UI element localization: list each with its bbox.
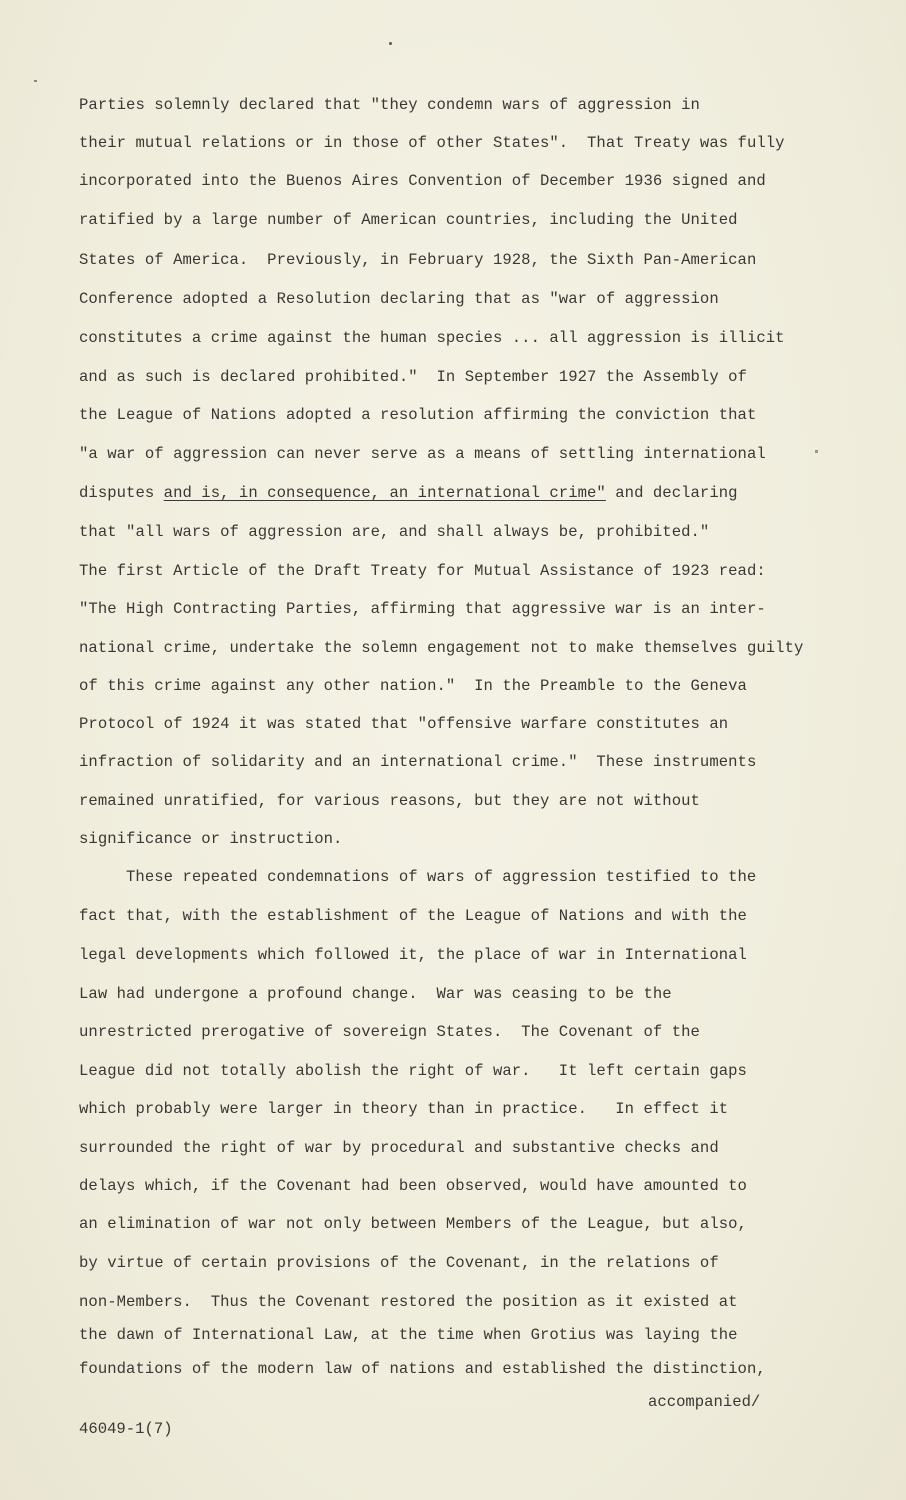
text-line: the League of Nations adopted a resolution affirming the conviction that [79, 406, 757, 424]
text-line: national crime, undertake the solemn engagement not to make themselves guilty [79, 639, 804, 657]
text-line: by virtue of certain provisions of the Covenant, in the relations of [79, 1254, 719, 1272]
text-line: remained unratified, for various reasons, but they are not without [79, 792, 700, 810]
underlined-text: and is, in consequence, an international crime" [163, 484, 606, 502]
text-line: Parties solemnly declared that "they condemn wars of aggression in [79, 96, 700, 114]
text-line: unrestricted prerogative of sovereign States. The Covenant of the [79, 1023, 700, 1041]
text-line: significance or instruction. [79, 830, 343, 848]
text-span: and declaring [605, 484, 738, 502]
catchword: accompanied/ [648, 1393, 761, 1411]
text-line: Conference adopted a Resolution declaring that as "war of aggression [79, 290, 719, 308]
margin-mark [34, 80, 37, 82]
text-line: incorporated into the Buenos Aires Convention of December 1936 signed and [79, 172, 766, 190]
text-line: delays which, if the Covenant had been observed, would have amounted to [79, 1177, 747, 1195]
text-line: The first Article of the Draft Treaty for Mutual Assistance of 1923 read: [79, 562, 766, 580]
text-span: disputes [79, 484, 164, 502]
text-line: which probably were larger in theory than in practice. In effect it [79, 1100, 729, 1118]
text-line: "The High Contracting Parties, affirming that aggressive war is an inter- [79, 600, 766, 618]
text-line: infraction of solidarity and an international crime." These instruments [79, 753, 757, 771]
page-mark-dot [389, 42, 392, 45]
document-number: 46049-1(7) [79, 1420, 173, 1438]
text-line: legal developments which followed it, the place of war in International [79, 946, 747, 964]
text-line: an elimination of war not only between Members of the League, but also, [79, 1215, 747, 1233]
text-line: that "all wars of aggression are, and shall always be, prohibited." [79, 523, 710, 541]
text-line: League did not totally abolish the right of war. It left certain gaps [79, 1062, 747, 1080]
text-line: Law had undergone a profound change. War was ceasing to be the [79, 985, 672, 1003]
text-line: foundations of the modern law of nations and established the distinction, [79, 1360, 766, 1378]
text-line: States of America. Previously, in February 1928, the Sixth Pan-American [79, 251, 757, 269]
text-line: fact that, with the establishment of the League of Nations and with the [79, 907, 747, 925]
text-line: and as such is declared prohibited." In September 1927 the Assembly of [79, 368, 747, 386]
text-line [79, 483, 738, 503]
text-line: surrounded the right of war by procedural and substantive checks and [79, 1139, 719, 1157]
text-line: These repeated condemnations of wars of aggression testified to the [126, 868, 757, 886]
text-line: non-Members. Thus the Covenant restored the position as it existed at [79, 1293, 738, 1311]
margin-mark [815, 450, 818, 453]
text-line: their mutual relations or in those of other States". That Treaty was fully [79, 134, 785, 152]
text-line: the dawn of International Law, at the time when Grotius was laying the [79, 1326, 738, 1344]
text-line: of this crime against any other nation." In the Preamble to the Geneva [79, 677, 747, 695]
text-line: ratified by a large number of American countries, including the United [79, 211, 738, 229]
text-line: Protocol of 1924 it was stated that "offensive warfare constitutes an [79, 715, 729, 733]
text-line: "a war of aggression can never serve as a means of settling international [79, 445, 766, 463]
text-line: constitutes a crime against the human species ... all aggression is illicit [79, 329, 785, 347]
